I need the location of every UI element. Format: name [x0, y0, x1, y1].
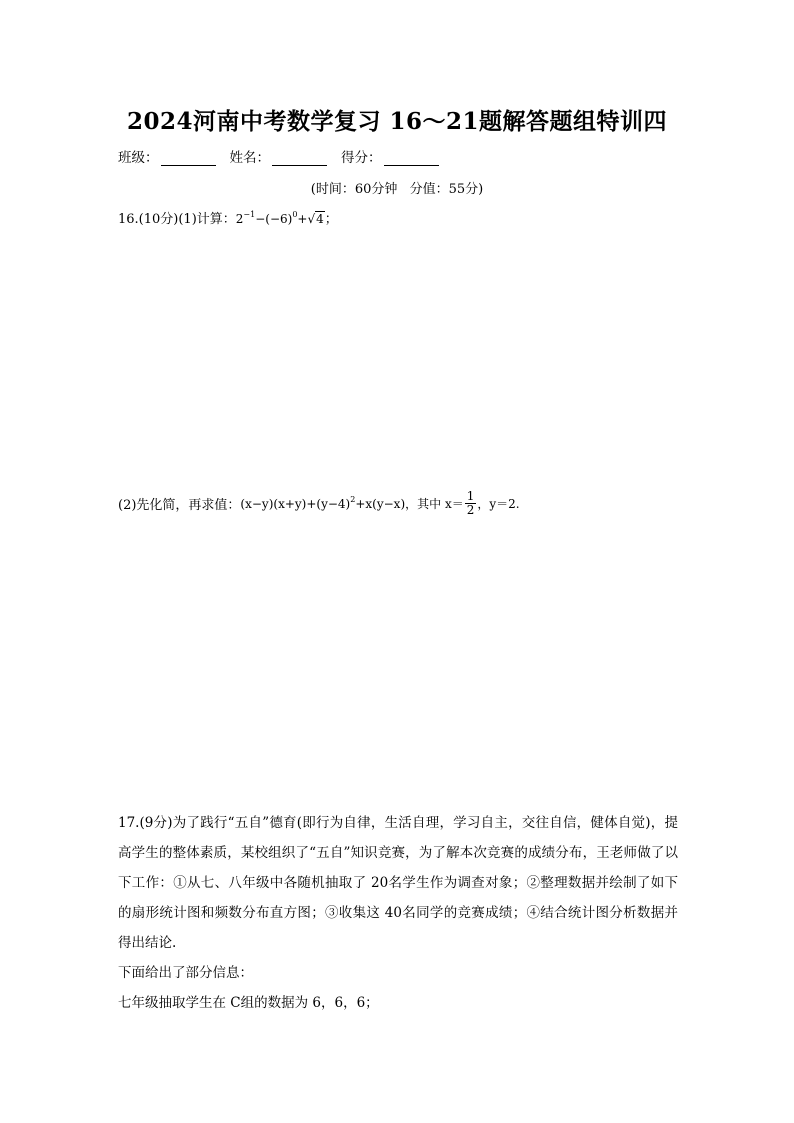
question-17 [118, 808, 678, 1018]
page-title: 2024河南中考数学复习 16～21题解答题组特训四 [126, 108, 668, 135]
student-info-row [118, 146, 453, 166]
name-field [230, 146, 328, 166]
q16-part1-expression [236, 212, 325, 226]
time-score-note [0, 178, 794, 197]
q16-part2-prefix: (2)先化简，再求值： [118, 497, 241, 513]
expr-square: 2 [350, 494, 356, 504]
q17-paragraph-1: 17.(9分)为了践行“五自”德育(即行为自律，生活自理，学习自主，交往自信，健体自觉)，提高学生的整体素质，某校组织了“五自”知识竞赛，为了解本次竞赛的成绩分布，王老师做了以下工作：①从七、八年级中各随机抽取了 20名学生作为调查对象；②整理数据并绘制了如下的扇形统计图和频数分布直方图；③收集这 40名同学的竞赛成绩；④结合统计图分析数据并得出结论. [118, 815, 678, 951]
question-16-part-2 [118, 490, 520, 516]
class-label: 班级： [118, 150, 159, 166]
sqrt-radicand: 4 [316, 212, 324, 226]
q17-paragraph-2: 下面给出了部分信息： [118, 965, 253, 981]
expr-exponent-zero: 0 [292, 210, 298, 219]
fraction-one-half [465, 490, 477, 516]
expr-term: −(−6) [255, 212, 293, 226]
score-label: 得分： [341, 150, 382, 166]
q16-part2-expression [240, 495, 463, 512]
q16-part2-end: ，y＝2. [477, 496, 520, 511]
expr-base: 2 [235, 212, 244, 226]
expr-main: (x−y)(x+y)+(y−4) [240, 496, 351, 511]
q16-part1-prefix: 16.(10分)(1)计算： [118, 212, 236, 227]
expr-tail: +x(y−x)，其中 x＝ [355, 496, 464, 511]
time-note: (时间：60分钟 [310, 182, 398, 197]
name-label: 姓名： [229, 150, 270, 166]
expr-exponent: −1 [243, 210, 256, 219]
score-note: 分值：55分) [409, 182, 484, 197]
fraction-numerator: 1 [466, 489, 475, 503]
fraction-denominator: 2 [466, 502, 475, 517]
expr-plus: + [297, 212, 308, 226]
score-blank[interactable] [384, 151, 439, 166]
question-16-part-1 [118, 208, 338, 227]
name-blank[interactable] [272, 151, 327, 166]
score-field [341, 146, 439, 166]
sqrt-symbol: √4 [307, 212, 324, 226]
q17-paragraph-3: 七年级抽取学生在 C组的数据为 6，6，6； [118, 995, 379, 1011]
q16-part1-end: ； [324, 212, 338, 227]
class-blank[interactable] [161, 151, 216, 166]
class-field [118, 146, 216, 166]
